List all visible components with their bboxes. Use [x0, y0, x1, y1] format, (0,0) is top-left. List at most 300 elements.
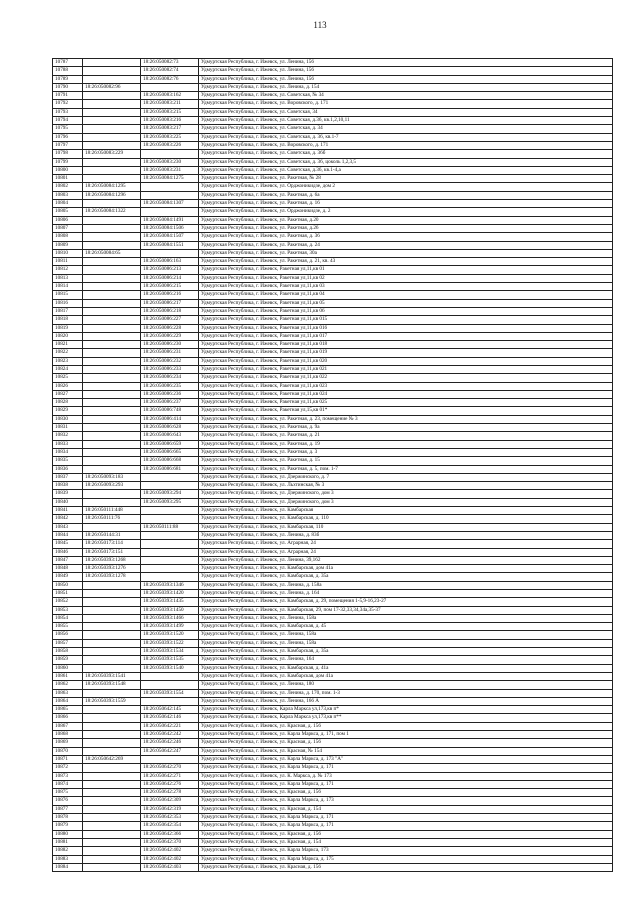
row-number-cell: 10796: [53, 133, 83, 141]
parent-cadastral-number-cell: 18:26:050642:353: [141, 814, 199, 822]
table-row: [53, 739, 613, 747]
parent-cadastral-number-cell: 18:26:050086:665: [141, 448, 199, 456]
cadastral-number-cell: [83, 365, 141, 373]
address-cell: Удмуртская Республика, г. Ижевск, ул. Красная, № 154: [199, 747, 613, 755]
address-cell: Удмуртская Республика, г. Ижевск, ул. Ленина, д. 154: [199, 83, 613, 91]
parent-cadastral-number-cell: 18:26:050086:236: [141, 390, 199, 398]
parent-cadastral-number-cell: 18:26:050086:229: [141, 332, 199, 340]
parent-cadastral-number-cell: [141, 681, 199, 689]
parent-cadastral-number-cell: [141, 565, 199, 573]
parent-cadastral-number-cell: 18:26:050393:1420: [141, 590, 199, 598]
table-row: [53, 556, 613, 564]
parent-cadastral-number-cell: 18:26:050086:628: [141, 424, 199, 432]
cadastral-number-cell: [83, 863, 141, 871]
row-number-cell: 10797: [53, 141, 83, 149]
address-cell: Удмуртская Республика, г. Ижевск, ул. Советская, д. 34: [199, 125, 613, 133]
parent-cadastral-number-cell: 18:26:050642:271: [141, 772, 199, 780]
row-number-cell: 10821: [53, 341, 83, 349]
table-row: [53, 324, 613, 332]
address-cell: Удмуртская Республика, г. Ижевск, Ракетная ул,11,кв 017: [199, 332, 613, 340]
address-cell: Удмуртская Республика, г. Ижевск, ул. Ленина, д. 164: [199, 590, 613, 598]
cadastral-number-cell: [83, 830, 141, 838]
cadastral-number-cell: 18:26:050144:31: [83, 531, 141, 539]
table-row: [53, 789, 613, 797]
parent-cadastral-number-cell: 18:26:050083:226: [141, 141, 199, 149]
address-cell: Удмуртская Республика, г. Ижевск, Ракетная ул,11,кв 01: [199, 266, 613, 274]
parent-cadastral-number-cell: 18:26:050083:225: [141, 133, 199, 141]
address-cell: Удмуртская Республика, г. Ижевск, ул. Советская, № 34: [199, 92, 613, 100]
table-row: [53, 722, 613, 730]
table-row: [53, 697, 613, 705]
parent-cadastral-number-cell: 18:26:050393:1450: [141, 606, 199, 614]
parent-cadastral-number-cell: 18:26:050393:1346: [141, 581, 199, 589]
cadastral-number-cell: 18:26:050084:1322: [83, 208, 141, 216]
cadastral-number-cell: [83, 656, 141, 664]
cadastral-number-cell: [83, 432, 141, 440]
address-cell: Удмуртская Республика, г. Ижевск, ул. Ленина, д. 158а: [199, 581, 613, 589]
row-number-cell: 10823: [53, 357, 83, 365]
row-number-cell: 10836: [53, 465, 83, 473]
parent-cadastral-number-cell: [141, 556, 199, 564]
table-row: [53, 631, 613, 639]
cadastral-number-cell: 18:26:050111:76: [83, 515, 141, 523]
table-row: [53, 316, 613, 324]
address-cell: Удмуртская Республика, г. Ижевск, ул. Красная, д. 156: [199, 789, 613, 797]
address-cell: Удмуртская Республика, г. Ижевск, ул. Ленина, 156: [199, 67, 613, 75]
cadastral-number-cell: [83, 415, 141, 423]
parent-cadastral-number-cell: 18:26:050086:233: [141, 365, 199, 373]
address-cell: Удмуртская Республика, г. Ижевск, ул. Камбарская, д. 35а: [199, 648, 613, 656]
parent-cadastral-number-cell: 18:26:050083:216: [141, 117, 199, 125]
row-number-cell: 10843: [53, 523, 83, 531]
cadastral-number-cell: 18:26:050084:1295: [83, 183, 141, 191]
cadastral-number-cell: [83, 805, 141, 813]
table-row: [53, 100, 613, 108]
parent-cadastral-number-cell: 18:26:050086:230: [141, 341, 199, 349]
row-number-cell: 10799: [53, 158, 83, 166]
address-cell: Удмуртская Республика, г. Ижевск, Ракетная ул,11,кв 020: [199, 357, 613, 365]
cadastral-number-cell: [83, 357, 141, 365]
cadastral-number-cell: [83, 847, 141, 855]
table-row: [53, 805, 613, 813]
address-cell: Удмуртская Республика, г. Ижевск, ул. Воровского, д. 171: [199, 141, 613, 149]
address-cell: Удмуртская Республика, г. Ижевск, ул. Ракетная, 30а: [199, 249, 613, 257]
table-row: [53, 216, 613, 224]
parent-cadastral-number-cell: [141, 208, 199, 216]
row-number-cell: 10880: [53, 830, 83, 838]
table-row: [53, 166, 613, 174]
cadastral-number-cell: [83, 731, 141, 739]
cadastral-number-cell: [83, 498, 141, 506]
cadastral-number-cell: [83, 158, 141, 166]
row-number-cell: 10872: [53, 764, 83, 772]
register-body: [53, 59, 613, 872]
address-cell: Удмуртская Республика, г. Ижевск, ул. Ленина, 158а: [199, 639, 613, 647]
address-cell: Удмуртская Республика, г. Ижевск, Карла Маркса ул,173,кв п**: [199, 714, 613, 722]
cadastral-number-cell: [83, 772, 141, 780]
cadastral-number-cell: [83, 664, 141, 672]
table-row: [53, 299, 613, 307]
address-cell: Удмуртская Республика, г. Ижевск, Ракетная ул,11,кв 023: [199, 382, 613, 390]
table-row: [53, 490, 613, 498]
row-number-cell: 10825: [53, 374, 83, 382]
cadastral-number-cell: [83, 291, 141, 299]
table-row: [53, 581, 613, 589]
page-number: 113: [313, 20, 327, 30]
address-cell: Удмуртская Республика, г. Ижевск, ул. Ракетная, № 28: [199, 175, 613, 183]
table-row: [53, 507, 613, 515]
address-cell: Удмуртская Республика, г. Ижевск, ул. Ракетная, д. 21: [199, 432, 613, 440]
address-cell: Удмуртская Республика, г. Ижевск, ул. Льхтинская, № 3: [199, 482, 613, 490]
cadastral-number-cell: [83, 457, 141, 465]
row-number-cell: 10845: [53, 540, 83, 548]
row-number-cell: 10808: [53, 233, 83, 241]
row-number-cell: 10847: [53, 556, 83, 564]
cadastral-number-cell: [83, 814, 141, 822]
cadastral-number-cell: [83, 523, 141, 531]
cadastral-number-cell: [83, 108, 141, 116]
table-row: [53, 283, 613, 291]
cadastral-number-cell: [83, 382, 141, 390]
parent-cadastral-number-cell: [141, 249, 199, 257]
parent-cadastral-number-cell: 18:26:050393:1499: [141, 623, 199, 631]
cadastral-number-cell: [83, 838, 141, 846]
table-row: [53, 656, 613, 664]
parent-cadastral-number-cell: 18:26:050084:1275: [141, 175, 199, 183]
table-row: [53, 814, 613, 822]
table-row: [53, 772, 613, 780]
cadastral-number-cell: [83, 92, 141, 100]
cadastral-number-cell: 18:26:050173:114: [83, 540, 141, 548]
table-row: [53, 224, 613, 232]
parent-cadastral-number-cell: 18:26:050393:1535: [141, 656, 199, 664]
cadastral-number-cell: 18:26:050393:1268: [83, 556, 141, 564]
cadastral-number-cell: [83, 125, 141, 133]
cadastral-number-cell: 18:26:050393:1559: [83, 697, 141, 705]
parent-cadastral-number-cell: [141, 473, 199, 481]
address-cell: Удмуртская Республика, г. Ижевск, Ракетная ул,11,кв 03: [199, 283, 613, 291]
table-row: [53, 208, 613, 216]
parent-cadastral-number-cell: 18:26:050393:1534: [141, 648, 199, 656]
row-number-cell: 10811: [53, 258, 83, 266]
cadastral-number-cell: 18:26:050393:1548: [83, 681, 141, 689]
row-number-cell: 10837: [53, 473, 83, 481]
row-number-cell: 10883: [53, 855, 83, 863]
table-row: [53, 648, 613, 656]
table-row: [53, 664, 613, 672]
parent-cadastral-number-cell: 18:26:050083:230: [141, 158, 199, 166]
cadastral-number-cell: [83, 224, 141, 232]
table-row: [53, 755, 613, 763]
table-row: [53, 573, 613, 581]
table-row: [53, 266, 613, 274]
row-number-cell: 10869: [53, 739, 83, 747]
row-number-cell: 10816: [53, 299, 83, 307]
address-cell: Удмуртская Республика, г. Ижевск, ул. Ракетная, д.26: [199, 224, 613, 232]
parent-cadastral-number-cell: 18:26:050642:309: [141, 797, 199, 805]
address-cell: Удмуртская Республика, г. Ижевск, ул. Ракетная, д. 5, пом. 1-7: [199, 465, 613, 473]
row-number-cell: 10839: [53, 490, 83, 498]
row-number-cell: 10866: [53, 714, 83, 722]
address-cell: Удмуртская Республика, г. Ижевск, ул. Аграрная, 24: [199, 540, 613, 548]
row-number-cell: 10848: [53, 565, 83, 573]
row-number-cell: 10814: [53, 283, 83, 291]
address-cell: Удмуртская Республика, г. Ижевск, ул. Камбарская, д. 35а: [199, 573, 613, 581]
row-number-cell: 10864: [53, 697, 83, 705]
address-cell: Удмуртская Республика, г. Ижевск, ул. Ракетная, д. 19: [199, 440, 613, 448]
table-row: [53, 822, 613, 830]
address-cell: Удмуртская Республика, г. Ижевск, ул. Красная, д. 156: [199, 722, 613, 730]
parent-cadastral-number-cell: 18:26:050086:234: [141, 374, 199, 382]
row-number-cell: 10826: [53, 382, 83, 390]
parent-cadastral-number-cell: [141, 150, 199, 158]
address-cell: Удмуртская Республика, г. Ижевск, ул. Камбарская, 110: [199, 523, 613, 531]
table-row: [53, 75, 613, 83]
row-number-cell: 10833: [53, 440, 83, 448]
row-number-cell: 10838: [53, 482, 83, 490]
table-row: [53, 424, 613, 432]
row-number-cell: 10820: [53, 332, 83, 340]
address-cell: Удмуртская Республика, г. Ижевск, Ракетная ул,11,кв 021: [199, 365, 613, 373]
table-row: [53, 332, 613, 340]
cadastral-number-cell: [83, 283, 141, 291]
cadastral-number-cell: 18:26:050082:96: [83, 83, 141, 91]
address-cell: Удмуртская Республика, г. Ижевск, ул. Ленина, 180: [199, 681, 613, 689]
table-row: [53, 83, 613, 91]
parent-cadastral-number-cell: 18:26:050086:217: [141, 299, 199, 307]
row-number-cell: 10801: [53, 175, 83, 183]
address-cell: Удмуртская Республика, г. Ижевск, ул. Камбарская, д. 110: [199, 515, 613, 523]
parent-cadastral-number-cell: [141, 672, 199, 680]
row-number-cell: 10862: [53, 681, 83, 689]
row-number-cell: 10875: [53, 789, 83, 797]
table-row: [53, 706, 613, 714]
table-row: [53, 150, 613, 158]
row-number-cell: 10800: [53, 166, 83, 174]
parent-cadastral-number-cell: 18:26:050393:1554: [141, 689, 199, 697]
cadastral-number-cell: [83, 722, 141, 730]
row-number-cell: 10806: [53, 216, 83, 224]
cadastral-number-cell: [83, 739, 141, 747]
table-row: [53, 133, 613, 141]
address-cell: Удмуртская Республика, г. Ижевск, ул. Камбарская, 29, пом 17-32,33,34,34а,35-37: [199, 606, 613, 614]
parent-cadastral-number-cell: 18:26:050082:74: [141, 67, 199, 75]
row-number-cell: 10792: [53, 100, 83, 108]
cadastral-number-cell: [83, 606, 141, 614]
table-row: [53, 158, 613, 166]
address-cell: Удмуртская Республика, г. Ижевск, Ракетная ул,15,кв 01*: [199, 407, 613, 415]
table-row: [53, 432, 613, 440]
row-number-cell: 10802: [53, 183, 83, 191]
cadastral-number-cell: [83, 689, 141, 697]
cadastral-number-cell: [83, 590, 141, 598]
cadastral-number-cell: [83, 175, 141, 183]
address-cell: Удмуртская Республика, г. Ижевск, ул. Камбарская, д. 45: [199, 623, 613, 631]
row-number-cell: 10852: [53, 598, 83, 606]
address-cell: Удмуртская Республика, г. Ижевск, ул. Ленина, 156: [199, 59, 613, 67]
parent-cadastral-number-cell: [141, 755, 199, 763]
table-row: [53, 241, 613, 249]
cadastral-number-cell: [83, 324, 141, 332]
row-number-cell: 10819: [53, 324, 83, 332]
address-cell: Удмуртская Республика, г. Ижевск, Ракетная ул,11,кв 018: [199, 341, 613, 349]
row-number-cell: 10844: [53, 531, 83, 539]
address-cell: Удмуртская Республика, г. Ижевск, ул. Ракетная, д. 36: [199, 233, 613, 241]
address-cell: Удмуртская Республика, г. Ижевск, ул. Орджоникидзе, дом 2: [199, 183, 613, 191]
row-number-cell: 10822: [53, 349, 83, 357]
cadastral-number-cell: [83, 631, 141, 639]
row-number-cell: 10855: [53, 623, 83, 631]
row-number-cell: 10881: [53, 838, 83, 846]
address-cell: Удмуртская Республика, г. Ижевск, ул. Камбарская, д. 29, помещения 1-5,9-16,23-27: [199, 598, 613, 606]
address-cell: Удмуртская Республика, г. Ижевск, ул. Ленина, д. 170, пом. 1-3: [199, 689, 613, 697]
address-cell: Удмуртская Республика, г. Ижевск, ул. Ленина, 164: [199, 656, 613, 664]
table-row: [53, 764, 613, 772]
parent-cadastral-number-cell: 18:26:050086:216: [141, 291, 199, 299]
cadastral-number-cell: [83, 233, 141, 241]
address-cell: Удмуртская Республика, г. Ижевск, ул. Карла Маркса, д. 171: [199, 780, 613, 788]
row-number-cell: 10861: [53, 672, 83, 680]
cadastral-number-cell: [83, 117, 141, 125]
address-cell: Удмуртская Республика, г. Ижевск, ул. Ленина, 39,162: [199, 556, 613, 564]
address-cell: Удмуртская Республика, г. Ижевск, Ракетная ул,11,кв 06: [199, 307, 613, 315]
cadastral-number-cell: [83, 374, 141, 382]
address-cell: Удмуртская Республика, г. Ижевск, ул. Дзержинского, д. 7: [199, 473, 613, 481]
address-cell: Удмуртская Республика, г. Ижевск, ул. Камбарская, дом 41а: [199, 672, 613, 680]
parent-cadastral-number-cell: 18:26:050642:402: [141, 855, 199, 863]
row-number-cell: 10863: [53, 689, 83, 697]
table-row: [53, 614, 613, 622]
cadastral-number-cell: [83, 764, 141, 772]
row-number-cell: 10813: [53, 274, 83, 282]
parent-cadastral-number-cell: 18:26:050086:214: [141, 274, 199, 282]
parent-cadastral-number-cell: 18:26:050086:228: [141, 324, 199, 332]
parent-cadastral-number-cell: 18:26:050086:748: [141, 407, 199, 415]
row-number-cell: 10829: [53, 407, 83, 415]
cadastral-number-cell: 18:26:050093:183: [83, 473, 141, 481]
cadastral-number-cell: [83, 200, 141, 208]
row-number-cell: 10789: [53, 75, 83, 83]
parent-cadastral-number-cell: 18:26:050642:145: [141, 706, 199, 714]
cadastral-number-cell: [83, 797, 141, 805]
cadastral-number-cell: [83, 316, 141, 324]
cadastral-number-cell: [83, 332, 141, 340]
parent-cadastral-number-cell: 18:26:050084:1507: [141, 233, 199, 241]
cadastral-number-cell: [83, 349, 141, 357]
row-number-cell: 10824: [53, 365, 83, 373]
cadastral-number-cell: 18:26:050093:293: [83, 482, 141, 490]
table-row: [53, 540, 613, 548]
cadastral-number-cell: [83, 141, 141, 149]
row-number-cell: 10878: [53, 814, 83, 822]
row-number-cell: 10860: [53, 664, 83, 672]
parent-cadastral-number-cell: 18:26:050084:1307: [141, 200, 199, 208]
address-cell: Удмуртская Республика, г. Ижевск, Ракетная ул,11,кв 022: [199, 374, 613, 382]
cadastral-number-cell: [83, 216, 141, 224]
parent-cadastral-number-cell: 18:26:050642:146: [141, 714, 199, 722]
parent-cadastral-number-cell: 18:26:050093:294: [141, 490, 199, 498]
table-row: [53, 515, 613, 523]
table-row: [53, 855, 613, 863]
address-cell: Удмуртская Республика, г. Ижевск, ул. Красная, д. 156: [199, 863, 613, 871]
parent-cadastral-number-cell: 18:26:050642:270: [141, 764, 199, 772]
parent-cadastral-number-cell: 18:26:050393:1435: [141, 598, 199, 606]
cadastral-number-cell: [83, 780, 141, 788]
cadastral-number-cell: [83, 822, 141, 830]
address-cell: Удмуртская Республика, г. Ижевск, ул. Советская, д. 36, кв.1-7: [199, 133, 613, 141]
row-number-cell: 10788: [53, 67, 83, 75]
row-number-cell: 10842: [53, 515, 83, 523]
table-row: [53, 108, 613, 116]
address-cell: Удмуртская Республика, г. Ижевск, Карла Маркса ул,173,кв п*: [199, 706, 613, 714]
row-number-cell: 10879: [53, 822, 83, 830]
table-row: [53, 341, 613, 349]
cadastral-number-cell: [83, 614, 141, 622]
cadastral-number-cell: [83, 133, 141, 141]
table-row: [53, 465, 613, 473]
table-row: [53, 457, 613, 465]
address-cell: Удмуртская Республика, г. Ижевск, ул. Камбарская, дом 41а: [199, 565, 613, 573]
parent-cadastral-number-cell: 18:26:050086:235: [141, 382, 199, 390]
table-row: [53, 531, 613, 539]
address-cell: Удмуртская Республика, г. Ижевск, ул. Ракетная, д. 15: [199, 457, 613, 465]
table-row: [53, 863, 613, 871]
row-number-cell: 10856: [53, 631, 83, 639]
row-number-cell: 10793: [53, 108, 83, 116]
address-cell: Удмуртская Республика, г. Ижевск, ул. Ленина, 158а: [199, 614, 613, 622]
parent-cadastral-number-cell: 18:26:050086:237: [141, 399, 199, 407]
table-row: [53, 623, 613, 631]
cadastral-number-cell: 18:26:050393:1541: [83, 672, 141, 680]
parent-cadastral-number-cell: 18:26:050084:1551: [141, 241, 199, 249]
address-cell: Удмуртская Республика, г. Ижевск, ул. Ракетная, д. 9а: [199, 424, 613, 432]
row-number-cell: 10877: [53, 805, 83, 813]
table-row: [53, 233, 613, 241]
row-number-cell: 10876: [53, 797, 83, 805]
cadastral-number-cell: [83, 623, 141, 631]
cadastral-number-cell: [83, 258, 141, 266]
row-number-cell: 10871: [53, 755, 83, 763]
address-cell: Удмуртская Республика, г. Ижевск, ул. К. Маркса, д. № 173: [199, 772, 613, 780]
parent-cadastral-number-cell: [141, 531, 199, 539]
parent-cadastral-number-cell: [141, 191, 199, 199]
row-number-cell: 10834: [53, 448, 83, 456]
parent-cadastral-number-cell: 18:26:050083:162: [141, 92, 199, 100]
parent-cadastral-number-cell: 18:26:050086:659: [141, 440, 199, 448]
table-row: [53, 415, 613, 423]
cadastral-number-cell: [83, 465, 141, 473]
row-number-cell: 10858: [53, 648, 83, 656]
address-cell: Удмуртская Республика, г. Ижевск, ул. Советская, д.36, кв.1,2,10,11: [199, 117, 613, 125]
row-number-cell: 10827: [53, 390, 83, 398]
cadastral-number-cell: [83, 448, 141, 456]
address-cell: Удмуртская Республика, г. Ижевск, ул. Карла Маркса, д. 175: [199, 855, 613, 863]
row-number-cell: 10853: [53, 606, 83, 614]
cadastral-number-cell: [83, 424, 141, 432]
table-row: [53, 291, 613, 299]
cadastral-number-cell: 18:26:050393:1276: [83, 565, 141, 573]
table-row: [53, 672, 613, 680]
address-cell: Удмуртская Республика, г. Ижевск, Ракетная ул,11,кв 016: [199, 324, 613, 332]
cadastral-number-cell: [83, 747, 141, 755]
row-number-cell: 10846: [53, 548, 83, 556]
table-row: [53, 258, 613, 266]
cadastral-number-cell: [83, 581, 141, 589]
parent-cadastral-number-cell: 18:26:050642:276: [141, 780, 199, 788]
parent-cadastral-number-cell: 18:26:050642:247: [141, 747, 199, 755]
parent-cadastral-number-cell: [141, 515, 199, 523]
table-row: [53, 523, 613, 531]
